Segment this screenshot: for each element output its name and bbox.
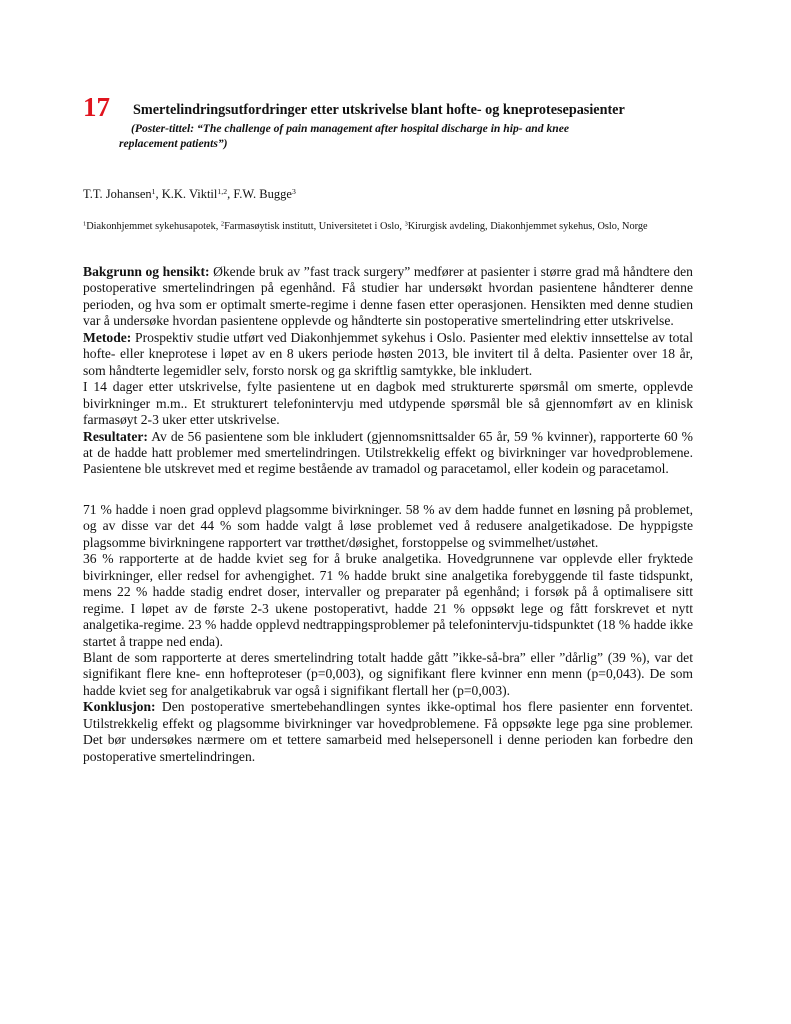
method-text: Prospektiv studie utført ved Diakonhjemmet sykehus i Oslo. Pasienter med elektiv innsettelse av total hofte- eller kneprotese i løpet av en 8 ukers periode høsten 2013, ble invitert til å delta. Pasienter over 18 år, som håndterte legemidler selv, forsto norsk og ga skriftlig samtykke, ble inkludert. <box>83 329 693 378</box>
abstract-body <box>83 264 693 765</box>
author-affiliation-mark: 3 <box>291 186 296 196</box>
author-separator: , <box>155 187 162 201</box>
abstract-title: Smertelindringsutfordringer etter utskrivelse blant hofte- og kneprotesepasienter <box>133 102 625 118</box>
method-paragraph <box>83 330 693 379</box>
affiliations <box>83 220 693 234</box>
author-name: F.W. Bugge <box>233 187 292 201</box>
paragraph-gap <box>83 478 693 502</box>
results-text: Av de 56 pasientene som ble inkludert (gjennomsnittsalder 65 år, 59 % kvinner), rapporterte 60 % at de hadde hatt problemer med smertelindringen. Utilstrekkelig effekt og bivirkninger var hovedproblemene. Pasientene ble utskrevet med et regime bestående av tramadol og paracetamol, eller kodein og paracetamol. <box>83 428 693 477</box>
background-label: Bakgrunn og hensikt: <box>83 264 210 279</box>
results-label: Resultater: <box>83 428 148 444</box>
conclusion-paragraph <box>83 699 693 765</box>
author-affiliation-mark: 1,2 <box>217 186 228 196</box>
affiliation-mark: 1 <box>83 220 87 228</box>
method-paragraph-2: I 14 dager etter utskrivelse, fylte pasientene ut en dagbok med strukturerte spørsmål om smerte, opplevde bivirkninger m.m.. Et strukturert telefonintervju med utdypende spørsmål ble så gjennomført av en klinisk farmasøyt 2-3 uker etter utskrivelse. <box>83 379 693 428</box>
affiliation-text: Diakonhjemmet sykehusapotek, <box>86 221 221 232</box>
affiliation-mark: 3 <box>404 220 408 228</box>
author-name: K.K. Viktil <box>161 187 218 201</box>
poster-title <box>119 122 719 151</box>
author-name: T.T. Johansen <box>83 187 152 201</box>
results-paragraph-4: Blant de som rapporterte at deres smertelindring totalt hadde gått ”ikke-så-bra” eller ”dårlig” (39 %), var det signifikant flere kne- enn hofteproteser (p=0,003), og signifikant flere kvinner enn menn (p=0,043). De som hadde kviet seg for analgetikabruk var også i signifikant flertall her (p=0,003). <box>83 649 693 698</box>
background-paragraph <box>83 264 693 330</box>
author-list <box>83 186 296 202</box>
background-text: Økende bruk av ”fast track surgery” medfører at pasienter i større grad må håndtere den postoperative smertelindringen på egenhånd. Få studier har undersøkt hvordan pasientene håndterer denne perioden, og hva som er optimalt smerte-regime i denne fasen etter operasjonen. Hensikten med denne studien var å undersøke hvordan pasientene opplevde og håndterte sin postoperative smertelindring etter utskrivelse. <box>83 264 693 329</box>
author-affiliation-mark: 1 <box>151 186 156 196</box>
results-paragraph <box>83 429 693 478</box>
results-paragraph-2: 71 % hadde i noen grad opplevd plagsomme bivirkninger. 58 % av dem hadde funnet en løsning på problemet, og av disse var det 44 % som hadde valgt å løse problemet ved å redusere analgetikadose. De hyppigste plagsomme bivirkningene rapportert var trøtthet/døsighet, forstoppelse og svimmelhet/ustøhet. <box>83 501 693 550</box>
results-paragraph-3: 36 % rapporterte at de hadde kviet seg for å bruke analgetika. Hovedgrunnene var opplevde eller fryktede bivirkninger, eller redsel for avhengighet. 71 % hadde brukt sine analgetika forebyggende til faste tidspunkt, mens 22 % hadde stadig endret doser, intervaller og preparater på egenhånd; i forsøk på å optimalisere sitt regime. I løpet av de første 2-3 ukene postoperativt, hadde 21 % oppsøkt lege og fått forskrevet et nytt analgetika-regime. 23 % hadde opplevd nedtrappingsproblemer på telefonintervju-tidspunktet (18 % hadde ikke startet å trappe ned enda). <box>83 551 693 649</box>
affiliation-text: Kirurgisk avdeling, Diakonhjemmet sykehus, Oslo, Norge <box>407 221 648 232</box>
affiliation-mark: 2 <box>220 220 225 228</box>
method-label: Metode: <box>83 329 132 345</box>
poster-title-line-2: replacement patients”) <box>119 136 228 150</box>
affiliation-text: Farmasøytisk institutt, Universitetet i Oslo, <box>224 221 405 232</box>
author-separator: , <box>227 187 234 201</box>
abstract-number: 17 <box>83 92 110 122</box>
conclusion-label: Konklusjon: <box>83 699 156 715</box>
conclusion-text: Den postoperative smertebehandlingen syntes ikke-optimal hos flere pasienter enn forventet. Utilstrekkelig effekt og plagsomme bivirkninger var hovedproblemene. Få oppsøkte lege pga sine problemer. Det bør undersøkes nærmere om et tettere samarbeid med helsepersonell i denne perioden kan forbedre den postoperative smertelindringen. <box>83 699 693 764</box>
poster-title-line-1: (Poster-tittel: “The challenge of pain management after hospital discharge in hip- and knee <box>131 122 569 135</box>
